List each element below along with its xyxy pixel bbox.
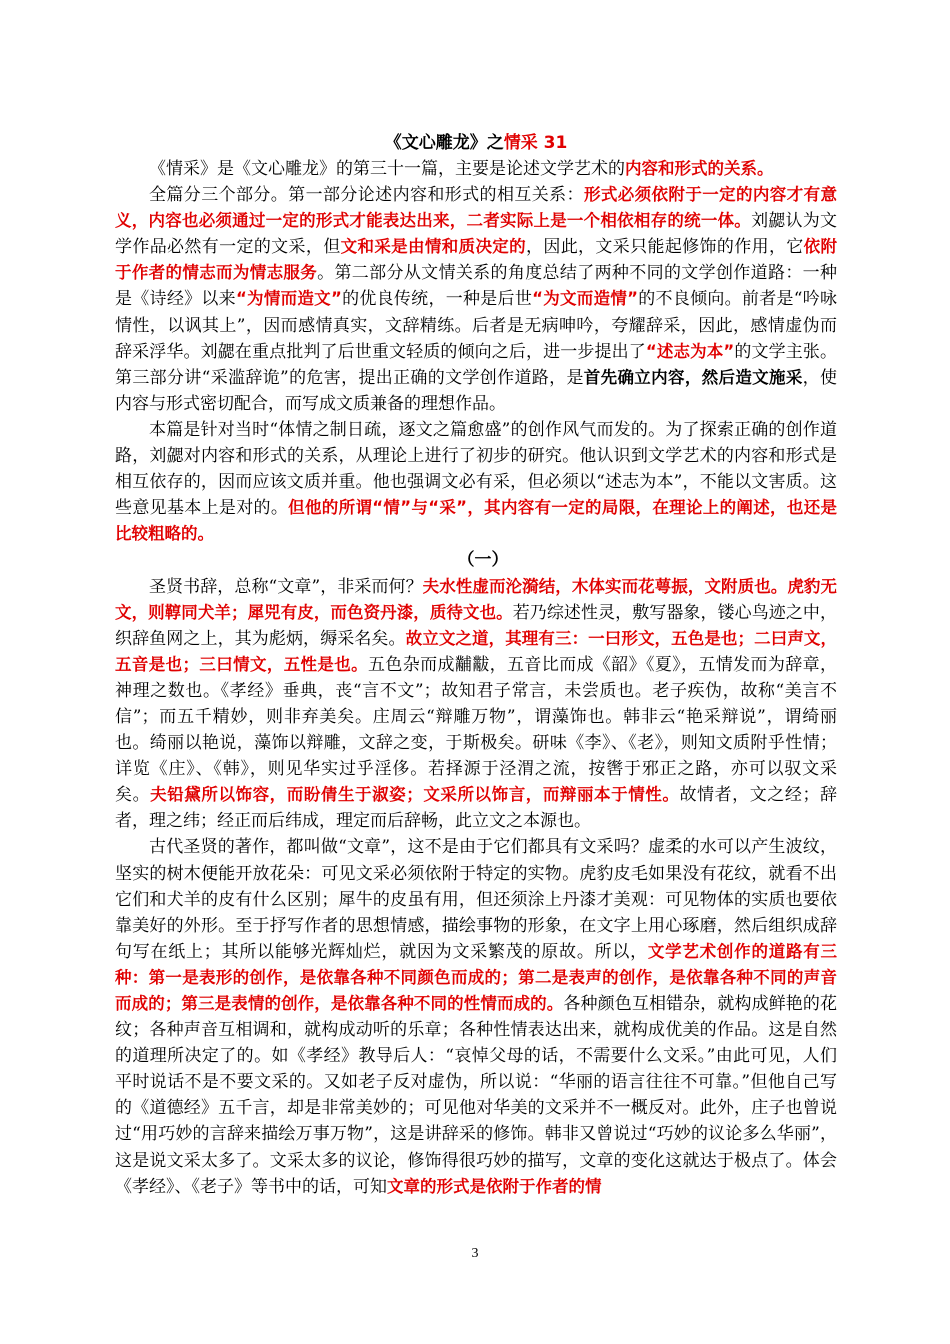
text-run: 。第二部分从文情关系的角度总结了两种不同的文学创作道路：一种是《诗经》以来 bbox=[115, 263, 838, 310]
text-run: 故情者，文之经；辞者，理之纬；经正而后纬成，理定而后辞畅，此立文之本源也。 bbox=[115, 785, 838, 832]
highlight-run: 内容和形式的关系。 bbox=[625, 159, 774, 178]
title-highlight: 情采 31 bbox=[503, 133, 568, 153]
document-body bbox=[115, 130, 837, 1200]
paragraph-original-text bbox=[115, 574, 837, 835]
highlight-run: 文学艺术创作的道路有三种：第一是表形的创作，是依靠各种不同颜色而成的；第二是表声的创作，是依靠各种不同的声音而成的；第三是表情的创作，是依靠各种不同的性情而成的。 bbox=[115, 941, 838, 1013]
text-run: ，使内容与形式密切配合，而写成文质兼备的理想作品。 bbox=[115, 367, 838, 414]
text-run: 本篇是针对当时“体情之制日疏，逐文之篇愈盛”的创作风气而发的。为了探索正确的创作道路，刘勰对内容和形式的关系，从理论上进行了初步的研究。他认识到文学艺术的内容和形式是相互依存的，因而应该文质并重。他也强调文必有采，但必须以“述志为本”，不能以文害质。这些意见基本上是对的。 bbox=[115, 419, 837, 519]
text-run: 各种颜色互相错杂，就构成鲜艳的花纹；各种声音互相调和，就构成动听的乐章；各种性情表达出来，就构成优美的作品。这是自然的道理所决定了的。如《孝经》教导后人：“哀悼父母的话，不需要什么文采。”由此可见，人们平时说话不是不要文采的。又如老子反对虚伪，所以说：“华丽的语言往往不可靠。”但他自己写的《道德经》五千言，却是非常美妙的；可见他对华美的文采并不一概反对。此外，庄子也曾说过“用巧妙的言辞来描绘万事万物”，这是讲辞采的修饰。韩非又曾说过“巧妙的议论多么华丽”，这是说文采太多了。文采太多的议论，修饰得很巧妙的描写，文章的变化这就达于极点了。体会《孝经》、《老子》等书中的话，可知 bbox=[115, 994, 838, 1197]
highlight-run: 文章的形式是依附于作者的情 bbox=[387, 1176, 602, 1196]
highlight-run: 依附于作者的情志而为情志服务 bbox=[115, 237, 838, 283]
text-run: 若乃综述性灵，敷写器象，镂心鸟迹之中，织辞鱼网之上，其为彪炳，缛采名矣。 bbox=[115, 602, 838, 649]
highlight-run: “述志为本” bbox=[645, 341, 735, 361]
highlight-run: 夫铅黛所以饰容，而盼倩生于淑姿；文采所以饰言，而辩丽本于情性。 bbox=[150, 785, 680, 805]
text-run: 五色杂而成黼黻，五音比而成《韶》《夏》，五情发而为辞章，神理之数也。《孝经》垂典，丧“言不文”；故知君子常言，未尝质也。老子疾伪，故称“美言不信”；而五千精妙，则非弃美矣。庄周云“辩雕万物”，谓藻饰也。韩非云“艳采辩说”，谓绮丽也。绮丽以艳说，藻饰以辩雕，文辞之变，于斯极矣。研味《李》、《老》，则知文质附乎性情；详览《庄》、《韩》，则见华实过乎淫侈。若择源于泾渭之流，按辔于邪正之路，亦可以驭文采矣。 bbox=[115, 654, 838, 806]
text-run: 全篇分三个部分。第一部分论述内容和形式的相互关系： bbox=[149, 185, 584, 206]
highlight-run: 但他的所谓“情”与“采”，其内容有一定的局限，在理论上的阐述，也还是比较粗略的。 bbox=[115, 498, 837, 544]
highlight-run: “为文而造情” bbox=[532, 289, 638, 309]
highlight-run: “为情而造文” bbox=[235, 289, 342, 309]
text-run: ，因此，文采只能起修饰的作用，它 bbox=[526, 237, 804, 258]
paragraph-translation bbox=[115, 834, 837, 1199]
text-run: 圣贤书辞，总称“文章”，非采而何？ bbox=[149, 576, 423, 597]
highlight-run: 文和采是由情和质决定的 bbox=[340, 237, 526, 257]
text-run: 的文学主张。第三部分讲“采滥辞诡”的危害，提出正确的文学创作道路，是 bbox=[115, 341, 838, 388]
document-title bbox=[115, 130, 837, 156]
paragraph-structure bbox=[115, 182, 837, 417]
paragraph-evaluation bbox=[115, 417, 837, 547]
title-prefix: 《文心雕龙》之 bbox=[384, 133, 504, 153]
section-heading: （一） bbox=[457, 550, 509, 571]
text-run: 刘勰认为文学作品必然有一定的文采，但 bbox=[115, 211, 838, 258]
highlight-run: 形式必须依附于一定的内容才有意义，内容也必须通过一定的形式才能表达出来，二者实际上是一个相依相存的统一体。 bbox=[115, 185, 838, 231]
page-number: 3 bbox=[471, 1246, 479, 1261]
highlight-run: 故立文之道，其理有三：一曰形文，五色是也；二曰声文，五音是也；三曰情文，五性是也。 bbox=[115, 628, 838, 674]
text-run: 古代圣贤的著作，都叫做“文章”，这不是由于它们都具有文采吗？虚柔的水可以产生波纹，坚实的树木便能开放花朵：可见文采必须依附于特定的实物。虎豹皮毛如果没有花纹，就看不出它们和犬羊的皮有什么区别；犀牛的皮虽有用，但还须涂上丹漆才美观：可见物体的实质也要依靠美好的外形。至于抒写作者的思想情感，描绘事物的形象，在文字上用心琢磨，然后组织成辞句写在纸上；其所以能够光辉灿烂，就因为文采繁茂的原故。所以， bbox=[115, 837, 837, 962]
highlight-run: 夫水性虚而沦漪结，木体实而花萼振，文附质也。虎豹无文，则鞟同犬羊；犀兕有皮，而色资丹漆，质待文也。 bbox=[115, 576, 837, 622]
text-run: 的优良传统，一种是后世 bbox=[341, 289, 533, 310]
paragraph-intro bbox=[115, 156, 837, 182]
text-run: 《情采》是《文心雕龙》的第三十一篇，主要是论述文学艺术的 bbox=[149, 159, 625, 179]
bold-run: 首先确立内容，然后造文施采 bbox=[583, 367, 803, 387]
text-run: 的不良倾向。前者是“吟咏情性，以讽其上”，因而感情真实，文辞精练。后者是无病呻吟，夸耀辞采，因此，感情虚伪而辞采浮华。刘勰在重点批判了后世重文轻质的倾向之后，进一步提出了 bbox=[115, 289, 837, 362]
